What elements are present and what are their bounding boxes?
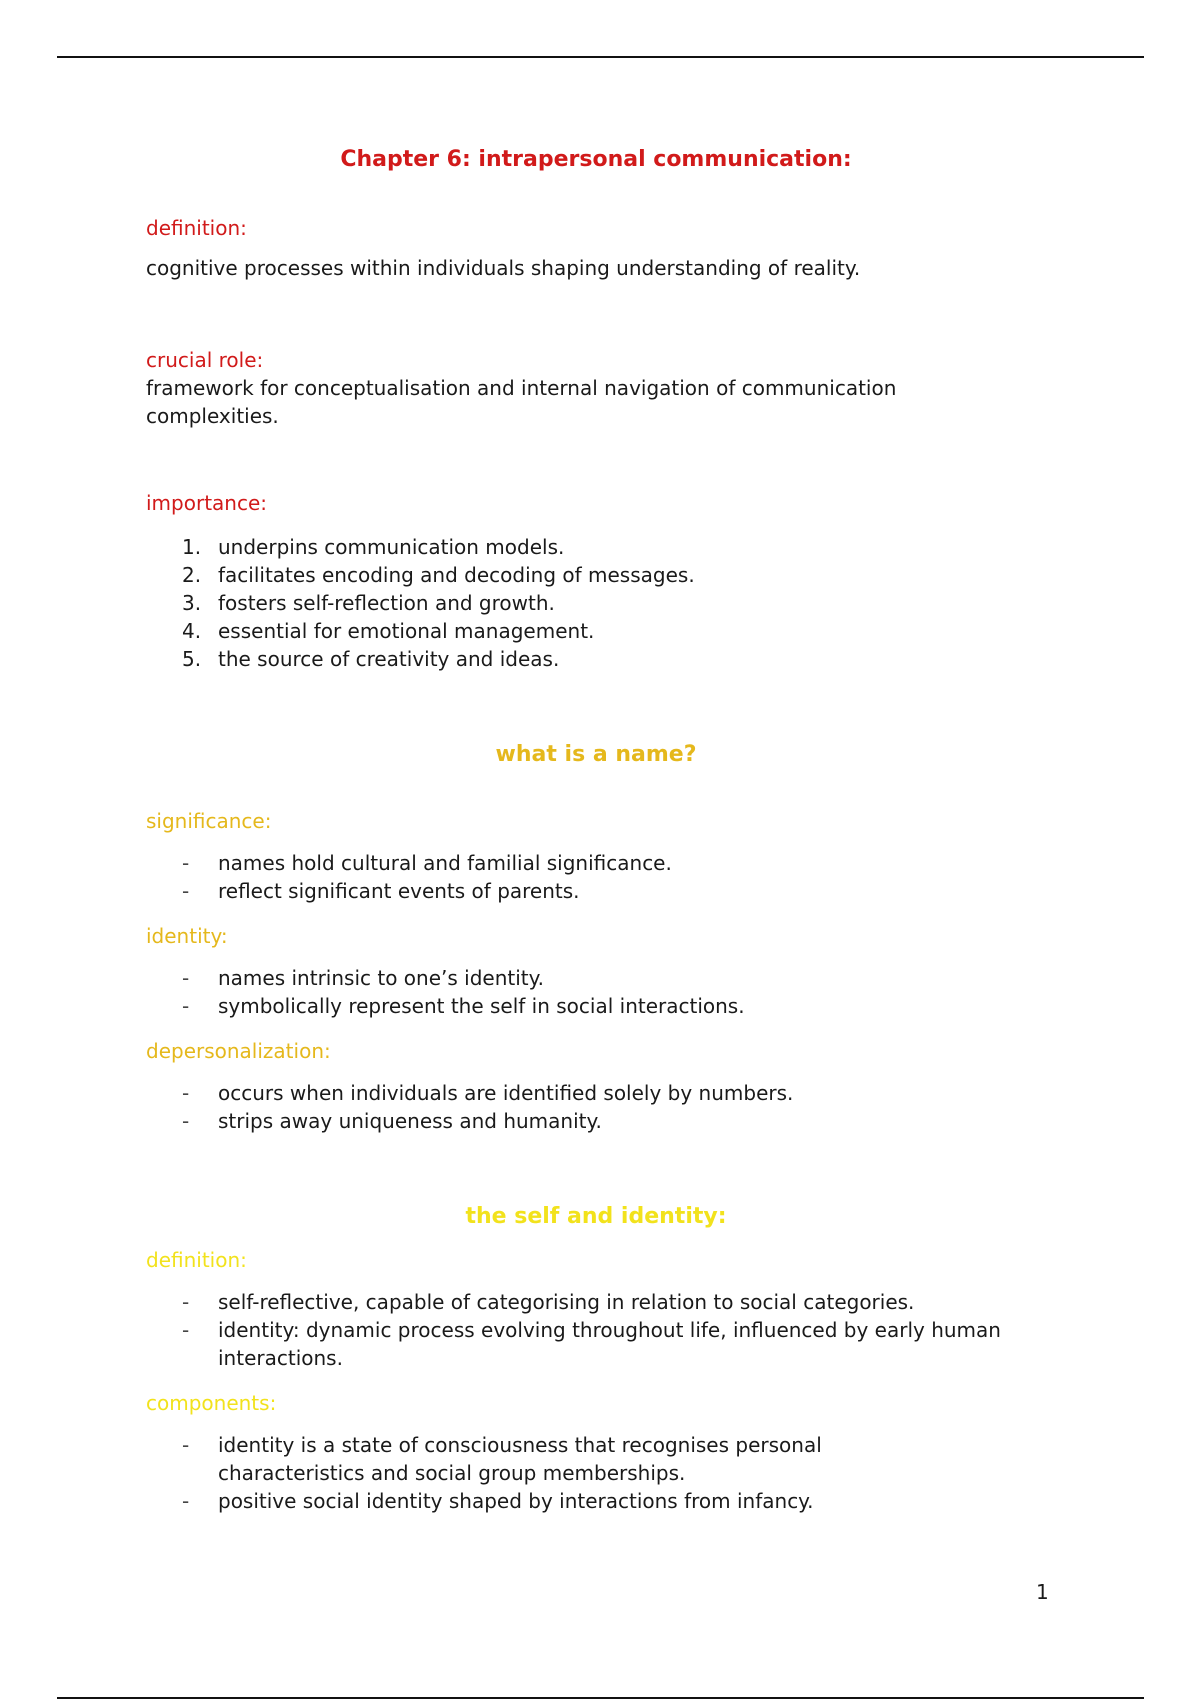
bullet-marker: - (182, 851, 190, 875)
crucial-role-text: framework for conceptualisation and internal navigation of communication complexities. (146, 376, 897, 428)
footer-rule (57, 1697, 1144, 1699)
bullet-marker: - (182, 1290, 190, 1314)
importance-label: importance: (146, 491, 268, 515)
list-item (146, 877, 1046, 905)
list-number: 2. (182, 563, 202, 587)
crucial-role-label: crucial role: (146, 348, 264, 372)
importance-list (146, 533, 1046, 673)
document-page (146, 140, 1046, 1515)
list-item-text: the source of creativity and ideas. (218, 647, 560, 671)
list-item-text: facilitates encoding and decoding of messages. (218, 563, 695, 587)
header-rule (57, 56, 1144, 58)
list-item-text: strips away uniqueness and humanity. (218, 1109, 602, 1133)
list-item-text: self-reflective, capable of categorising in relation to social categories. (218, 1290, 915, 1314)
self-definition-label: definition: (146, 1248, 247, 1272)
list-item (146, 645, 1046, 673)
list-item-text: occurs when individuals are identified solely by numbers. (218, 1081, 794, 1105)
bullet-marker: - (182, 1489, 190, 1513)
list-item-text: essential for emotional management. (218, 619, 595, 643)
depersonalization-list (146, 1079, 1046, 1135)
list-item (146, 561, 1046, 589)
list-item-text: identity is a state of consciousness that recognises personal characteristics and social group memberships. (218, 1433, 822, 1485)
list-item (146, 1431, 938, 1487)
bullet-marker: - (182, 879, 190, 903)
list-item (146, 589, 1046, 617)
definition-text: cognitive processes within individuals shaping understanding of reality. (146, 256, 861, 280)
bullet-marker: - (182, 966, 190, 990)
list-item (146, 964, 1046, 992)
page-number: 1 (1036, 1580, 1049, 1604)
list-item (146, 849, 1046, 877)
definition-label: definition: (146, 216, 247, 240)
depersonalization-label: depersonalization: (146, 1039, 331, 1063)
list-item (146, 1288, 1046, 1316)
name-section-title: what is a name? (495, 742, 697, 767)
list-item (146, 1316, 1018, 1372)
list-item (146, 1079, 1046, 1107)
list-number: 5. (182, 647, 202, 671)
list-item (146, 533, 1046, 561)
bullet-marker: - (182, 1081, 190, 1105)
list-item-text: underpins communication models. (218, 535, 565, 559)
list-item (146, 617, 1046, 645)
bullet-marker: - (182, 1109, 190, 1133)
list-number: 3. (182, 591, 202, 615)
list-number: 4. (182, 619, 202, 643)
list-number: 1. (182, 535, 202, 559)
list-item-text: positive social identity shaped by interactions from infancy. (218, 1489, 814, 1513)
significance-label: significance: (146, 809, 272, 833)
self-definition-list (146, 1288, 1046, 1372)
chapter-title: Chapter 6: intrapersonal communication: (340, 147, 852, 172)
identity-list (146, 964, 1046, 1020)
significance-list (146, 849, 1046, 905)
list-item (146, 1487, 1046, 1515)
list-item-text: reflect significant events of parents. (218, 879, 580, 903)
list-item-text: names intrinsic to one’s identity. (218, 966, 544, 990)
bullet-marker: - (182, 994, 190, 1018)
list-item (146, 992, 1046, 1020)
components-list (146, 1431, 1046, 1515)
list-item (146, 1107, 1046, 1135)
identity-label: identity: (146, 924, 228, 948)
bullet-marker: - (182, 1318, 190, 1342)
self-section-title: the self and identity: (465, 1204, 727, 1229)
list-item-text: names hold cultural and familial significance. (218, 851, 672, 875)
bullet-marker: - (182, 1433, 190, 1457)
list-item-text: identity: dynamic process evolving throughout life, influenced by early human interactions. (218, 1318, 1001, 1370)
components-label: components: (146, 1391, 277, 1415)
list-item-text: fosters self-reflection and growth. (218, 591, 555, 615)
list-item-text: symbolically represent the self in social interactions. (218, 994, 745, 1018)
